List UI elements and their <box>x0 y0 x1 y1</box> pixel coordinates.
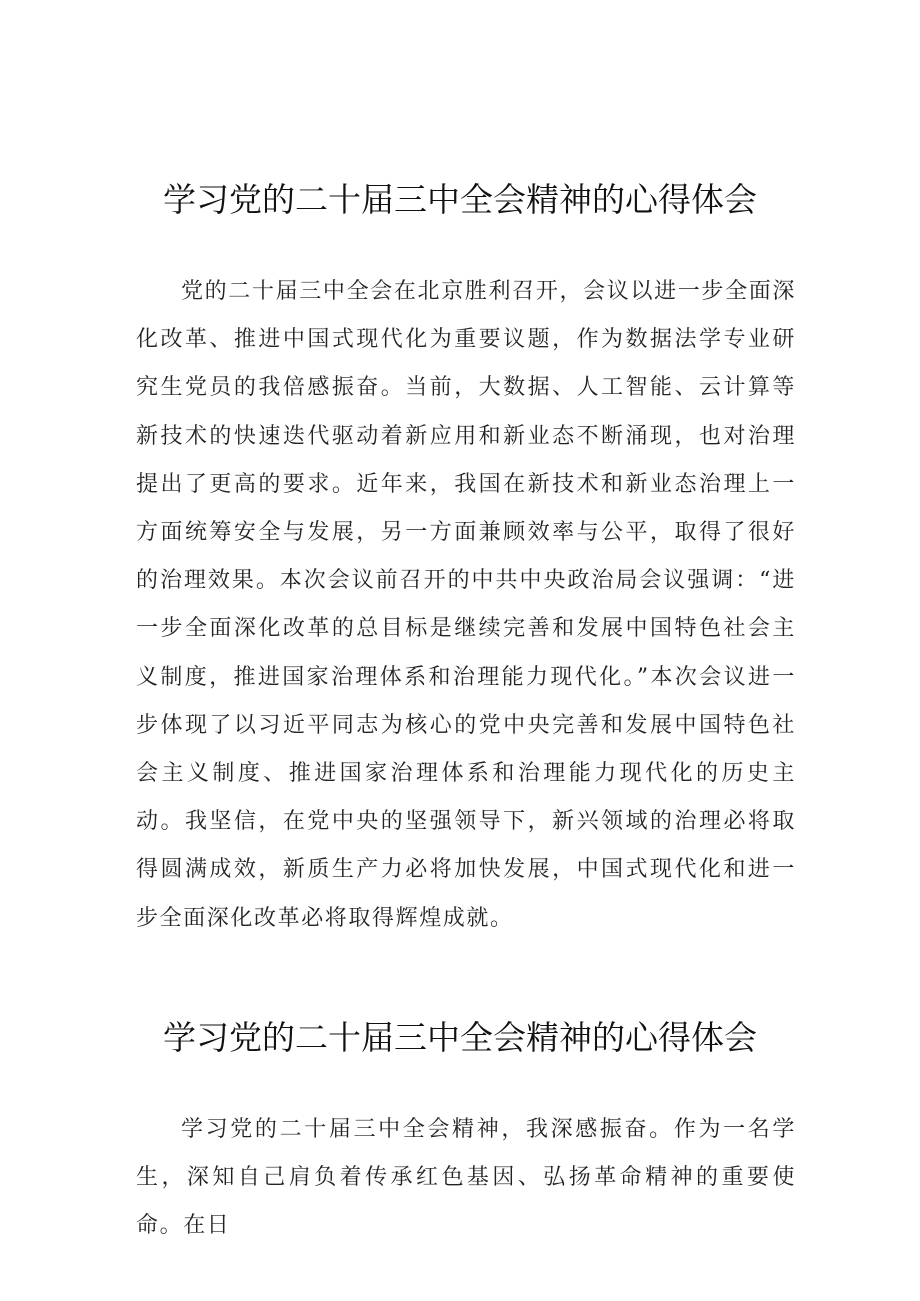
section-2-title: 学习党的二十届三中全会精神的心得体会 <box>163 1018 757 1057</box>
section-1-title: 学习党的二十届三中全会精神的心得体会 <box>163 180 757 219</box>
section-2-paragraph: 学习党的二十届三中全会精神，我深感振奋。作为一名学生，深知自己肩负着传承红色基因、弘扬革命精神的重要使命。在日 <box>136 1117 796 1239</box>
section-1-paragraph: 党的二十届三中全会在北京胜利召开，会议以进一步全面深化改革、推进中国式现代化为重要议题，作为数据法学专业研究生党员的我倍感振奋。当前，大数据、人工智能、云计算等新技术的快速迭代驱动着新应用和新业态不断涌现，也对治理提出了更高的要求。近年来，我国在新技术和新业态治理上一方面统筹安全与发展，另一方面兼顾效率与公平，取得了很好的治理效果。本次会议前召开的中共中央政治局会议强调：“进一步全面深化改革的总目标是继续完善和发展中国特色社会主义制度，推进国家治理体系和治理能力现代化。”本次会议进一步体现了以习近平同志为核心的党中央完善和发展中国特色社会主义制度、推进国家治理体系和治理能力现代化的历史主动。我坚信，在党中央的坚强领导下，新兴领域的治理必将取得圆满成效，新质生产力必将加快发展，中国式现代化和进一步全面深化改革必将取得辉煌成就。 <box>136 279 796 931</box>
